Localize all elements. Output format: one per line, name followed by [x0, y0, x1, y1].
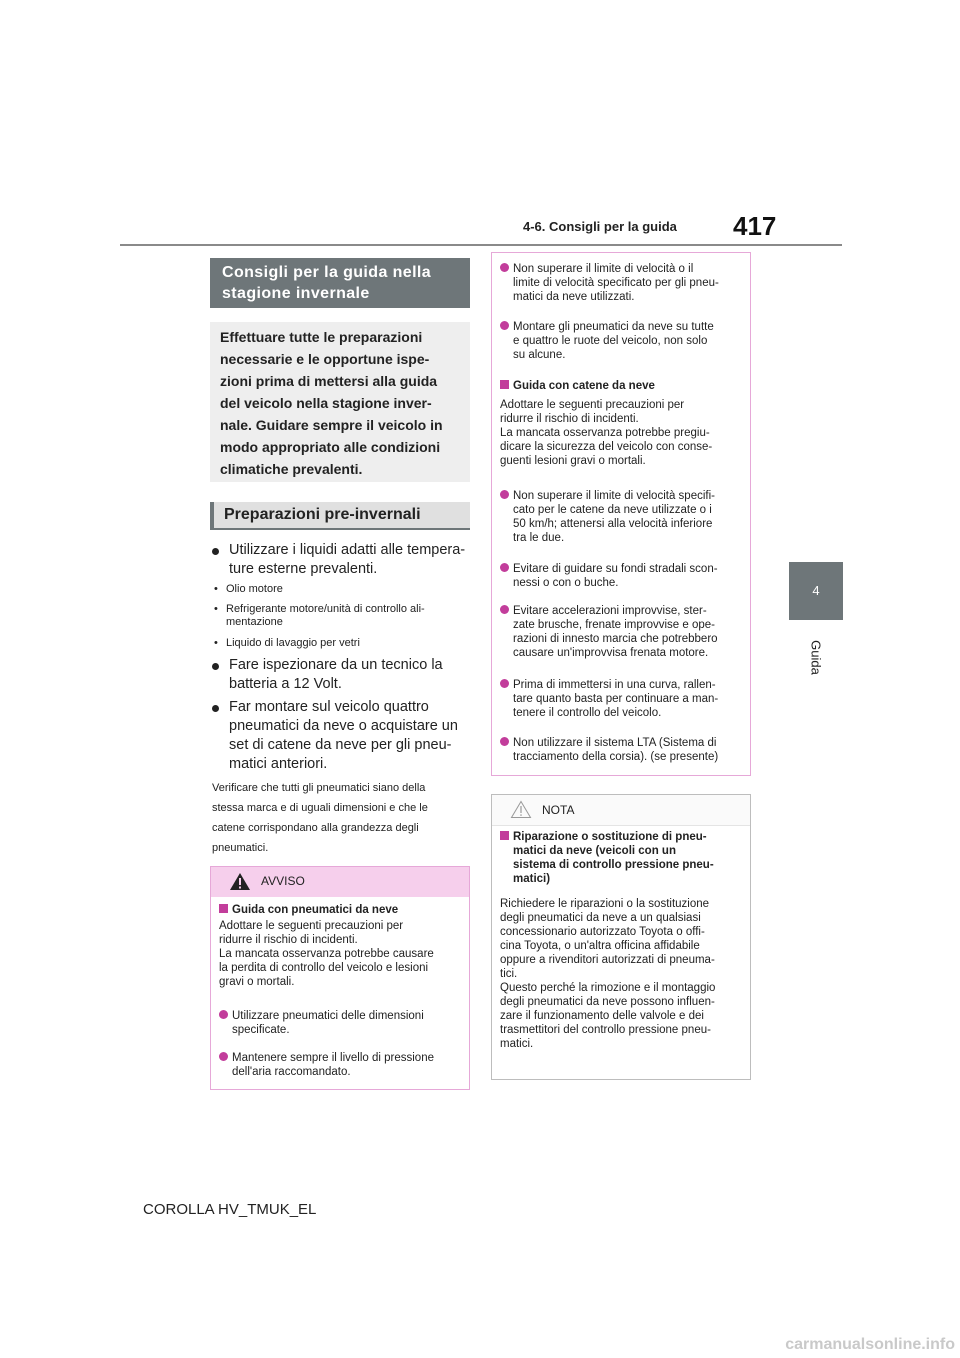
warning-item: [219, 1051, 464, 1079]
circle-bullet-icon: [500, 605, 509, 614]
note-text-line: degli pneumatici da neve possono influen-: [500, 996, 715, 1008]
chapter-tab: 4: [789, 562, 843, 620]
paragraph-line: catene corrispondano alla grandezza degli: [212, 822, 419, 834]
warning-item-line: Evitare di guidare su fondi stradali scon-: [513, 563, 718, 575]
intro-line: nale. Guidare sempre il veicolo in: [220, 417, 443, 433]
warning-item-line: tenere il controllo del veicolo.: [513, 707, 662, 719]
bullet-line: ture esterne prevalenti.: [229, 561, 378, 577]
warning-item-line: tare quanto basta per continuare a man-: [513, 693, 719, 705]
warning-heading-text: Guida con pneumatici da neve: [232, 904, 399, 916]
note-text-line: cina Toyota, o un'altra officina affidabile: [500, 940, 700, 952]
warning-text-line: La mancata osservanza potrebbe causare: [219, 948, 434, 960]
warning-item-line: Montare gli pneumatici da neve su tutte: [513, 321, 714, 333]
note-heading-line: matici): [513, 873, 551, 885]
bullet-line: Fare ispezionare da un tecnico la: [229, 657, 443, 673]
page-number: 417: [733, 211, 777, 241]
warning-text-line: guenti lesioni gravi o mortali.: [500, 455, 646, 467]
warning-item-line: razioni di innesto marcia che potrebbero: [513, 633, 718, 645]
warning-item-line: Mantenere sempre il livello di pressione: [232, 1052, 434, 1064]
intro-line: Effettuare tutte le preparazioni: [220, 329, 423, 345]
note-heading-line: matici da neve (veicoli con un: [513, 845, 676, 857]
bullet-line: matici anteriori.: [229, 756, 328, 772]
bullet-dot-icon: [212, 705, 219, 712]
warning-item-line: Non superare il limite di velocità specifi-: [513, 490, 715, 502]
header-rule: [120, 244, 842, 246]
note-text-line: degli pneumatici da neve a un qualsiasi: [500, 912, 701, 924]
circle-bullet-icon: [500, 563, 509, 572]
circle-bullet-icon: [219, 1052, 228, 1061]
warning-text-line: dicare la sicurezza del veicolo con conse-: [500, 441, 713, 453]
section-title: [210, 258, 470, 308]
note-text-line: oppure a rivenditori autorizzati di pneuma-: [500, 954, 715, 966]
warning-item: [500, 320, 745, 362]
bullet-dot-icon: [212, 548, 219, 555]
warning-heading: [500, 379, 745, 393]
circle-bullet-icon: [500, 490, 509, 499]
bullet-line: pneumatici da neve o acquistare un: [229, 718, 458, 734]
section-title-line: Consigli per la guida nella: [222, 264, 432, 281]
sub-bullet-icon: •: [214, 583, 218, 595]
warning-item-line: cato per le catene da neve utilizzate o i: [513, 504, 712, 516]
intro-line: zioni prima di mettersi alla guida: [220, 373, 438, 389]
intro-box: [210, 322, 470, 482]
warning-item-line: Non superare il limite di velocità o il: [513, 263, 694, 275]
warning-item-line: Non utilizzare il sistema LTA (Sistema di: [513, 737, 717, 749]
chapter-tab-label: Guida: [808, 640, 824, 675]
warning-item: [500, 562, 745, 590]
square-bullet-icon: [219, 904, 228, 913]
sub-item-text: Olio motore: [226, 583, 283, 595]
warning-heading: [219, 903, 464, 917]
warning-item-line: e quattro le ruote del veicolo, non solo: [513, 335, 708, 347]
warning-item-line: zate brusche, frenate improvvise e ope-: [513, 619, 715, 631]
square-bullet-icon: [500, 831, 509, 840]
bullet-item: [212, 698, 470, 774]
warning-box-continued: [491, 252, 751, 776]
subsection-bar: [210, 502, 214, 530]
note-header: [492, 795, 750, 826]
note-text-line: trasmettitori del controllo pressione pneu-: [500, 1024, 711, 1036]
paragraph-line: Verificare che tutti gli pneumatici siano della: [212, 782, 426, 794]
warning-item-line: su alcune.: [513, 349, 566, 361]
document-footer: COROLLA HV_TMUK_EL: [143, 1201, 317, 1218]
note-heading: [500, 830, 745, 886]
bullet-item: [212, 541, 470, 579]
circle-bullet-icon: [500, 679, 509, 688]
warning-text-line: ridurre il rischio di incidenti.: [219, 934, 358, 946]
warning-text-line: gravi o mortali.: [219, 976, 295, 988]
subsection-title: [210, 502, 470, 530]
warning-item-line: dell'aria raccomandato.: [232, 1066, 351, 1078]
note-text-line: matici.: [500, 1038, 534, 1050]
sub-item-text: mentazione: [226, 616, 283, 628]
warning-item: [219, 1009, 464, 1037]
bullet-item: [212, 656, 470, 694]
sub-item-text: Liquido di lavaggio per vetri: [226, 637, 360, 649]
warning-label: AVVISO: [261, 874, 305, 888]
warning-text-line: La mancata osservanza potrebbe pregiu-: [500, 427, 710, 439]
note-label: NOTA: [542, 803, 575, 817]
warning-box: [210, 866, 470, 1090]
warning-header: [211, 867, 469, 897]
caution-triangle-icon: [510, 800, 532, 819]
section-header: 4-6. Consigli per la guida: [523, 219, 677, 234]
bullet-line: set di catene da neve per gli pneu-: [229, 737, 452, 753]
circle-bullet-icon: [500, 737, 509, 746]
intro-line: necessarie e le opportune ispe-: [220, 351, 430, 367]
circle-bullet-icon: [500, 321, 509, 330]
warning-item-line: 50 km/h; attenersi alla velocità inferiore: [513, 518, 713, 530]
circle-bullet-icon: [500, 263, 509, 272]
warning-item: [500, 489, 745, 545]
warning-item-line: Prima di immettersi in una curva, rallen-: [513, 679, 716, 691]
warning-text-line: Adottare le seguenti precauzioni per: [219, 920, 404, 932]
circle-bullet-icon: [219, 1010, 228, 1019]
warning-heading-text: Guida con catene da neve: [513, 380, 655, 392]
watermark: carmanualsonline.info: [785, 1336, 955, 1353]
warning-item-line: Evitare accelerazioni improvvise, ster-: [513, 605, 707, 617]
warning-item: [500, 678, 745, 720]
warning-item-line: nessi o con o buche.: [513, 577, 619, 589]
sub-bullet-icon: •: [214, 637, 218, 649]
sub-list-item: [214, 603, 464, 629]
warning-text: [219, 919, 464, 989]
warning-item-line: specificate.: [232, 1024, 290, 1036]
sub-item-text: Refrigerante motore/unità di controllo ali-: [226, 603, 425, 615]
warning-text-line: la perdita di controllo del veicolo e lesioni: [219, 962, 429, 974]
warning-item-line: causare un'improvvisa frenata motore.: [513, 647, 709, 659]
intro-line: climatiche prevalenti.: [220, 461, 363, 477]
warning-item-line: tra le due.: [513, 532, 565, 544]
note-text-line: tici.: [500, 968, 518, 980]
note-heading-line: sistema di controllo pressione pneu-: [513, 859, 714, 871]
intro-line: del veicolo nella stagione inver-: [220, 395, 432, 411]
chapter-tab-label-wrap: [789, 632, 843, 692]
subsection-title-text: Preparazioni pre-invernali: [224, 506, 421, 523]
note-box: [491, 794, 751, 1080]
paragraph-line: pneumatici.: [212, 842, 269, 854]
note-text-line: zare il funzionamento delle valvole e dei: [500, 1010, 704, 1022]
warning-item-line: Utilizzare pneumatici delle dimensioni: [232, 1010, 424, 1022]
warning-item-line: tracciamento della corsia). (se presente): [513, 751, 719, 763]
square-bullet-icon: [500, 380, 509, 389]
warning-item: [500, 736, 745, 764]
bullet-dot-icon: [212, 663, 219, 670]
warning-text: [500, 398, 745, 468]
note-text-line: concessionario autorizzato Toyota o offi-: [500, 926, 705, 938]
warning-triangle-icon: [229, 872, 251, 891]
warning-text-line: ridurre il rischio di incidenti.: [500, 413, 639, 425]
note-text-line: Questo perché la rimozione e il montaggio: [500, 982, 716, 994]
note-text: [500, 897, 745, 1051]
bullet-line: Utilizzare i liquidi adatti alle tempera-: [229, 542, 466, 558]
sub-bullet-icon: •: [214, 603, 218, 615]
warning-item: [500, 262, 745, 304]
note-heading-line: Riparazione o sostituzione di pneu-: [513, 831, 707, 843]
sub-list-item: [214, 637, 464, 650]
warning-text-line: Adottare le seguenti precauzioni per: [500, 399, 685, 411]
note-text-line: Richiedere le riparazioni o la sostituzione: [500, 898, 710, 910]
warning-item-line: limite di velocità specificato per gli pneu-: [513, 277, 719, 289]
warning-item: [500, 604, 745, 660]
warning-item-line: matici da neve utilizzati.: [513, 291, 635, 303]
note-paragraph: [212, 778, 470, 858]
bullet-line: Far montare sul veicolo quattro: [229, 699, 429, 715]
bullet-line: batteria a 12 Volt.: [229, 676, 342, 692]
intro-line: modo appropriato alle condizioni: [220, 439, 441, 455]
paragraph-line: stessa marca e di uguali dimensioni e che le: [212, 802, 428, 814]
sub-list-item: [214, 583, 464, 596]
section-title-line: stagione invernale: [222, 285, 370, 302]
